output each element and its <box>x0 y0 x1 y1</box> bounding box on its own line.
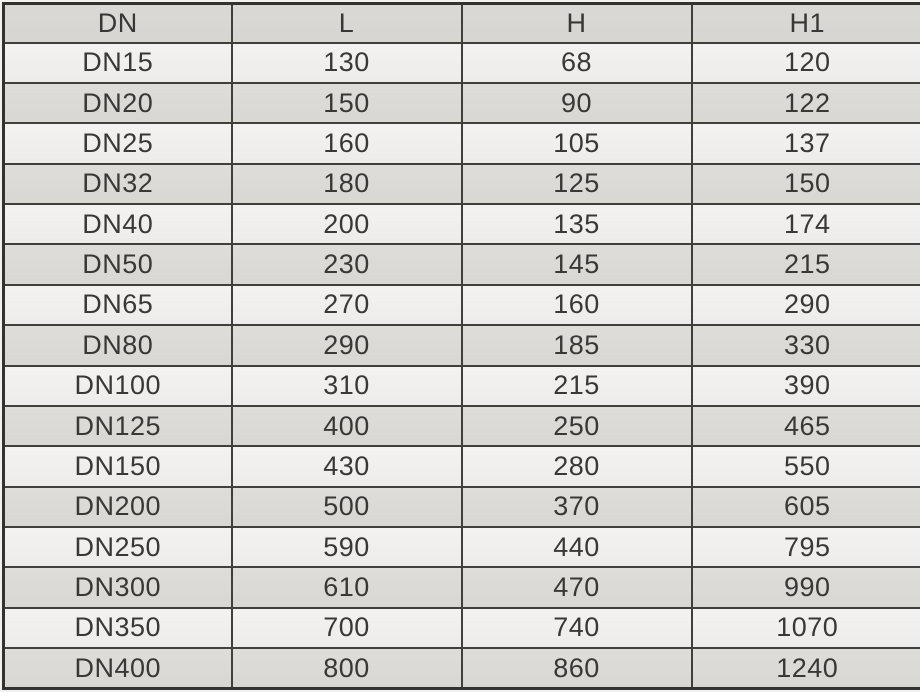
table-cell: 180 <box>232 164 462 204</box>
table-cell: DN300 <box>4 567 232 607</box>
table-cell: 440 <box>462 527 692 567</box>
table-cell: DN20 <box>4 83 232 123</box>
table-cell: 310 <box>232 366 462 406</box>
table-cell: 145 <box>462 244 692 284</box>
table-cell: DN200 <box>4 487 232 527</box>
table-cell: 610 <box>232 567 462 607</box>
table-cell: DN40 <box>4 204 232 244</box>
table-cell: 465 <box>692 406 920 446</box>
table-cell: 795 <box>692 527 920 567</box>
table-cell: DN150 <box>4 446 232 486</box>
table-cell: 130 <box>232 43 462 83</box>
table-cell: 800 <box>232 648 462 688</box>
table-row <box>4 43 920 83</box>
table-body <box>4 43 920 689</box>
table-cell: 215 <box>692 244 920 284</box>
table-row <box>4 527 920 567</box>
table-row <box>4 244 920 284</box>
table-cell: DN350 <box>4 608 232 648</box>
table-row <box>4 487 920 527</box>
column-header-l: L <box>232 4 462 43</box>
table-cell: 200 <box>232 204 462 244</box>
table-cell: 290 <box>692 285 920 325</box>
table-cell: 1240 <box>692 648 920 688</box>
table-row <box>4 366 920 406</box>
column-header-dn: DN <box>4 4 232 43</box>
table-row <box>4 406 920 446</box>
table-cell: 120 <box>692 43 920 83</box>
table-cell: DN250 <box>4 527 232 567</box>
table-cell: DN25 <box>4 123 232 163</box>
table-cell: 740 <box>462 608 692 648</box>
column-header-h: H <box>462 4 692 43</box>
table-cell: 280 <box>462 446 692 486</box>
table-cell: 590 <box>232 527 462 567</box>
table-row <box>4 325 920 365</box>
table-cell: 550 <box>692 446 920 486</box>
table-cell: 160 <box>462 285 692 325</box>
table-row <box>4 83 920 123</box>
table-cell: 230 <box>232 244 462 284</box>
table-cell: 370 <box>462 487 692 527</box>
column-header-h1: H1 <box>692 4 920 43</box>
table-cell: 160 <box>232 123 462 163</box>
table-cell: 605 <box>692 487 920 527</box>
table-cell: 290 <box>232 325 462 365</box>
table-cell: 470 <box>462 567 692 607</box>
table-cell: 330 <box>692 325 920 365</box>
header-row <box>4 4 920 43</box>
table-cell: 105 <box>462 123 692 163</box>
table-cell: 270 <box>232 285 462 325</box>
table-cell: 68 <box>462 43 692 83</box>
table-cell: 174 <box>692 204 920 244</box>
table-cell: DN65 <box>4 285 232 325</box>
table-cell: DN15 <box>4 43 232 83</box>
table-cell: 990 <box>692 567 920 607</box>
table-cell: 150 <box>232 83 462 123</box>
table-row <box>4 164 920 204</box>
table-cell: DN80 <box>4 325 232 365</box>
table-cell: 137 <box>692 123 920 163</box>
table-cell: 122 <box>692 83 920 123</box>
table-cell: 250 <box>462 406 692 446</box>
table-cell: 700 <box>232 608 462 648</box>
table-cell: DN125 <box>4 406 232 446</box>
table-cell: 430 <box>232 446 462 486</box>
table-row <box>4 123 920 163</box>
table-row <box>4 285 920 325</box>
table-cell: 860 <box>462 648 692 688</box>
table-cell: DN32 <box>4 164 232 204</box>
table-cell: 400 <box>232 406 462 446</box>
table-row <box>4 204 920 244</box>
table-cell: 1070 <box>692 608 920 648</box>
table-row <box>4 567 920 607</box>
table-cell: 135 <box>462 204 692 244</box>
table-cell: DN50 <box>4 244 232 284</box>
table-row <box>4 648 920 688</box>
dimension-table <box>2 2 920 690</box>
table-cell: 215 <box>462 366 692 406</box>
table-cell: 185 <box>462 325 692 365</box>
table-cell: DN400 <box>4 648 232 688</box>
table-row <box>4 446 920 486</box>
table-cell: DN100 <box>4 366 232 406</box>
table-row <box>4 608 920 648</box>
table-cell: 125 <box>462 164 692 204</box>
table-cell: 500 <box>232 487 462 527</box>
table-cell: 150 <box>692 164 920 204</box>
table-cell: 90 <box>462 83 692 123</box>
table-cell: 390 <box>692 366 920 406</box>
